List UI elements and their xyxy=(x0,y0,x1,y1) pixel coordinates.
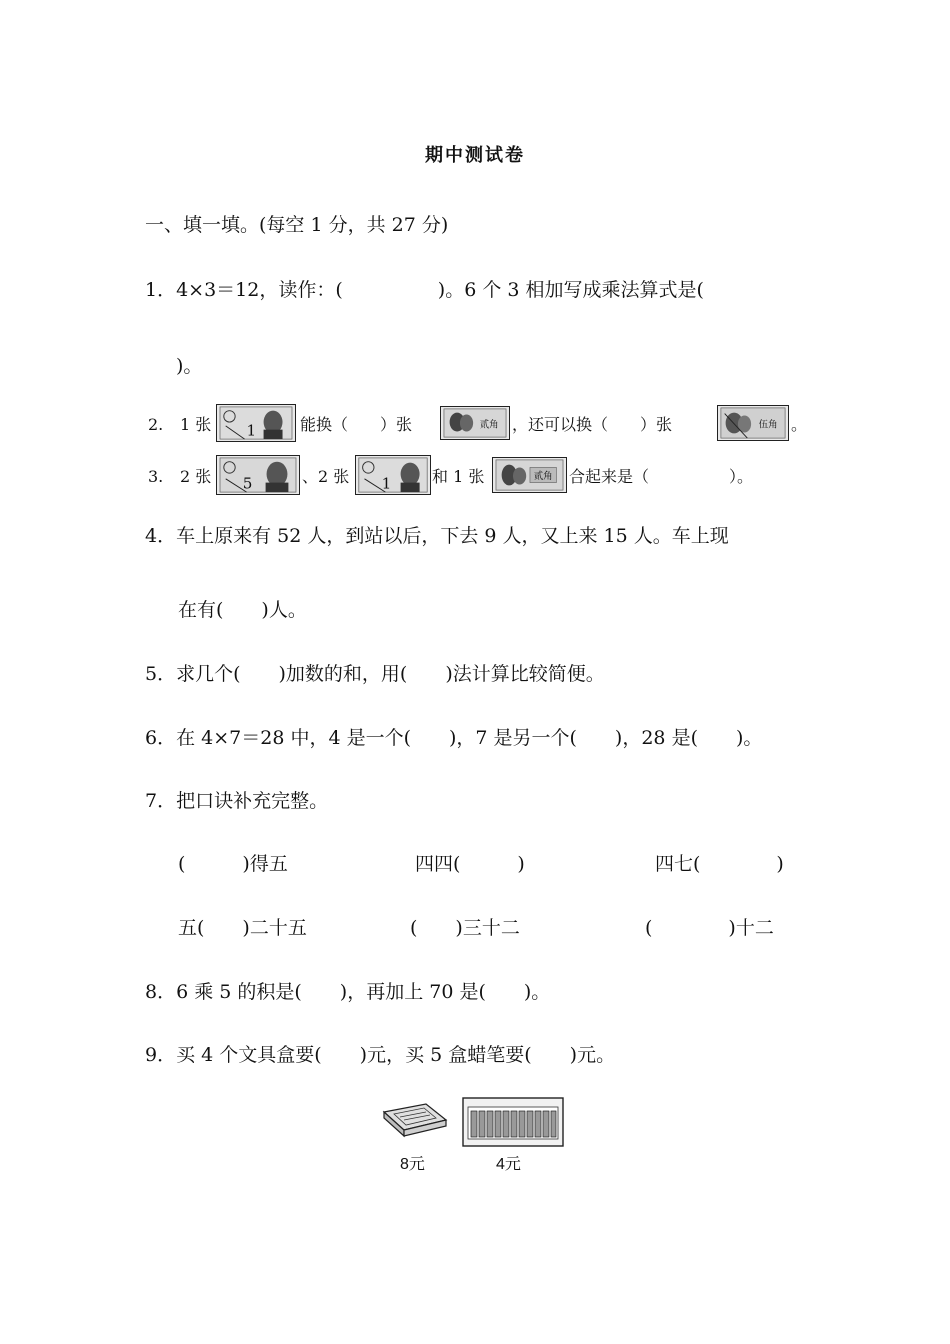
question-2-text-a: 1 张 xyxy=(180,415,212,434)
crayon-box-image xyxy=(462,1097,564,1147)
two-jiao-banknote-image xyxy=(440,406,510,440)
pencil-box-image xyxy=(380,1100,450,1138)
banknote-denomination: 1 xyxy=(381,474,392,493)
question-3-number: 3. xyxy=(148,467,164,486)
question-7: 7．把口诀补充完整。 xyxy=(145,790,329,812)
banknote-denomination: 1 xyxy=(246,421,257,440)
question-2-number: 2. xyxy=(148,415,164,434)
banknote-denomination: 伍角 xyxy=(758,419,778,431)
banknote-denomination: 贰角 xyxy=(533,470,553,482)
one-yuan-banknote-image-2 xyxy=(355,455,431,495)
question-6: 6．在 4×7＝28 中，4 是一个( )，7 是另一个( )，28 是( )。 xyxy=(145,727,763,749)
question-3-text-d: 合起来是（ ）。 xyxy=(569,467,754,486)
five-yuan-banknote-image xyxy=(216,455,300,495)
question-1-line-1: 1．4×3＝12，读作：( )。6 个 3 相加写成乘法算式是( xyxy=(145,279,704,301)
mnemonic-blank: ( )三十二 xyxy=(410,917,520,939)
one-yuan-banknote-image xyxy=(216,404,296,442)
question-3-text-a: 2 张 xyxy=(180,467,212,486)
page-title: 期中测试卷 xyxy=(425,145,525,166)
question-3-text-c: 和 1 张 xyxy=(432,467,485,486)
question-2-text-c: ，还可以换（ ）张 xyxy=(512,415,673,434)
price-label: 8元 xyxy=(400,1156,425,1173)
price-label: 4元 xyxy=(496,1156,521,1173)
two-jiao-banknote-image-2 xyxy=(492,457,567,493)
question-4-line-1: 4．车上原来有 52 人，到站以后，下去 9 人，又上来 15 人。车上现 xyxy=(145,525,729,547)
question-8: 8．6 乘 5 的积是( )，再加上 70 是( )。 xyxy=(145,981,551,1003)
section-heading: 一、填一填。(每空 1 分，共 27 分) xyxy=(145,214,449,236)
banknote-denomination: 5 xyxy=(242,474,253,493)
question-5: 5．求几个( )加数的和，用( )法计算比较简便。 xyxy=(145,663,605,685)
mnemonic-blank: 五( )二十五 xyxy=(178,917,307,939)
question-4-line-2: 在有( )人。 xyxy=(178,599,307,621)
question-2-text-b: 能换（ ）张 xyxy=(300,415,413,434)
mnemonic-blank: 四四( ) xyxy=(415,853,525,875)
mnemonic-blank: ( )十二 xyxy=(645,917,774,939)
question-3-text-b: 、2 张 xyxy=(302,467,350,486)
question-2-text-d: 。 xyxy=(791,415,808,434)
question-1-line-2: )。 xyxy=(176,355,203,377)
mnemonic-blank: ( )得五 xyxy=(178,853,288,875)
question-9: 9．买 4 个文具盒要( )元，买 5 盒蜡笔要( )元。 xyxy=(145,1044,616,1066)
mnemonic-blank: 四七( ) xyxy=(655,853,784,875)
banknote-denomination: 贰角 xyxy=(479,419,499,431)
five-jiao-banknote-image xyxy=(717,405,789,441)
